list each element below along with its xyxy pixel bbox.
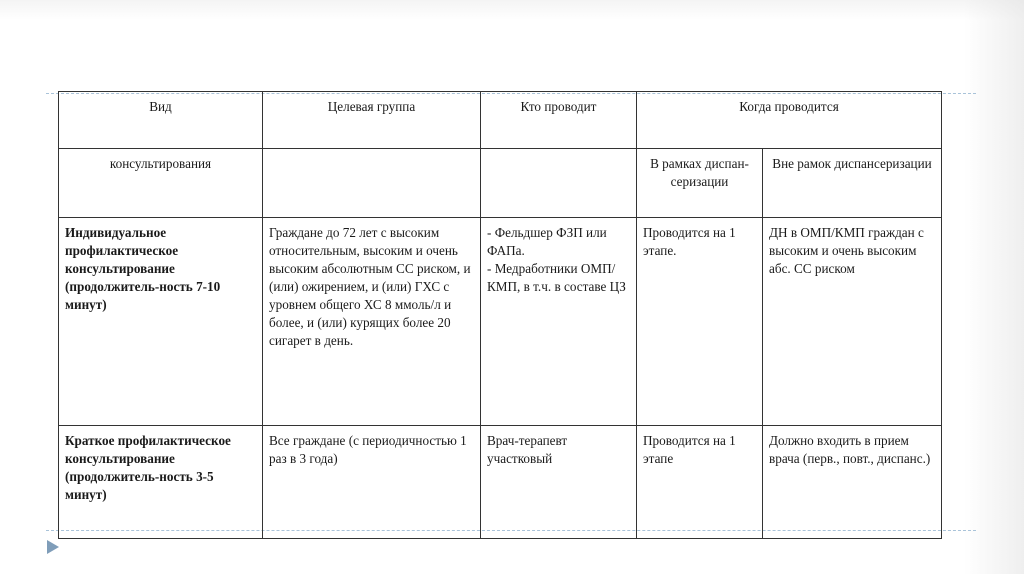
row-outside-dispensary: ДН в ОМП/КМП граждан с высоким и очень высоким абс. СС риском <box>763 218 942 426</box>
header-type: Вид <box>59 92 263 149</box>
next-slide-arrow-icon[interactable] <box>47 540 59 554</box>
row-who-line: - Фельдшер ФЗП или ФАПа. <box>487 225 607 258</box>
subheader-outside-dispensary: Вне рамок диспансеризации <box>763 149 942 218</box>
row-target-group: Граждане до 72 лет с высоким относительным, высоким и очень высоким абсолютным СС риском, и (или) ожирением, и (или) ГХС с уровнем общего ХС 8 ммоль/л и более, и (или) курящих более 20 сигарет в день. <box>263 218 481 426</box>
header-who-conducts: Кто проводит <box>481 92 637 149</box>
header-target-group: Целевая группа <box>263 92 481 149</box>
consultation-table <box>58 91 942 539</box>
row-outside-dispensary: Должно входить в прием врача (перв., повт., диспанс.) <box>763 426 942 539</box>
row-who-conducts: Врач-терапевт участковый <box>481 426 637 539</box>
subheader-empty-target <box>263 149 481 218</box>
table-row <box>59 218 942 426</box>
row-target-group: Все граждане (с периодичностью 1 раз в 3 года) <box>263 426 481 539</box>
table-subheader-row <box>59 149 942 218</box>
subheader-empty-who <box>481 149 637 218</box>
subheader-consulting: консультирования <box>59 149 263 218</box>
row-who-line: - Медработники ОМП/КМП, в т.ч. в составе ЦЗ <box>487 261 626 294</box>
row-within-dispensary: Проводится на 1 этапе. <box>637 218 763 426</box>
row-within-dispensary: Проводится на 1 этапе <box>637 426 763 539</box>
slide-right-shadow <box>964 0 1024 574</box>
row-consulting-type: Краткое профилактическое консультирование (продолжитель-ность 3-5 минут) <box>59 426 263 539</box>
subheader-within-dispensary: В рамках диспан-серизации <box>637 149 763 218</box>
row-consulting-type: Индивидуальное профилактическое консультирование (продолжитель-ность 7-10 минут) <box>59 218 263 426</box>
header-when-conducted: Когда проводится <box>637 92 942 149</box>
table-row <box>59 426 942 539</box>
table-header-row <box>59 92 942 149</box>
row-who-conducts <box>481 218 637 426</box>
slide-top-edge <box>0 0 1024 20</box>
